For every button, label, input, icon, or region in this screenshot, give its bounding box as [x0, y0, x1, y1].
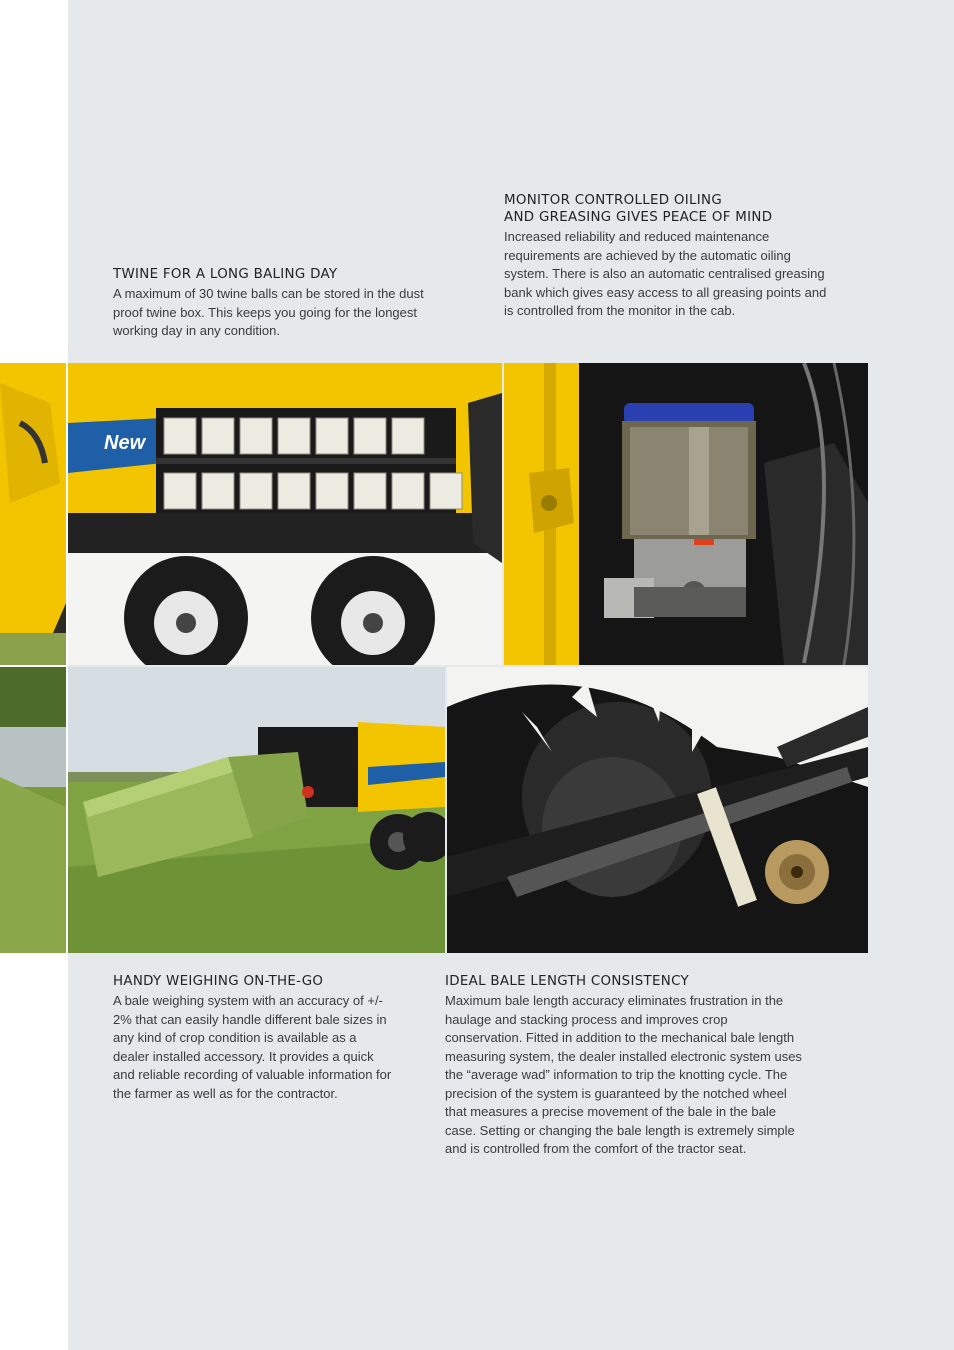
- edge-photo-machine: [0, 363, 66, 665]
- twine-section: [113, 266, 433, 341]
- weighing-body: A bale weighing system with an accuracy of +/- 2% that can easily handle different bale sizes in any kind of crop condition is available as a dealer installed accessory. It provides a quick and reliable recording of valuable information for the farmer as well as for the contractor.: [113, 993, 392, 1101]
- oiling-heading-line2: AND GREASING GIVES PEACE OF MIND: [504, 210, 773, 225]
- bale-length-section: [445, 973, 805, 1159]
- bale-weighing-photo: [68, 667, 445, 953]
- bale-length-body: Maximum bale length accuracy eliminates frustration in the haulage and stacking process and improves crop conservation. Fitted in addition to the mechanical bale length measuring system, the dealer installed electronic system uses the “average wad” information to trip the knotting cycle. The precision of the system is guaranteed by the notched wheel that measures a precise movement of the bale in the bale case. Setting or changing the bale length is extremely simple and is controlled from the comfort of the tractor seat.: [445, 993, 802, 1156]
- weighing-heading: HANDY WEIGHING ON-THE-GO: [113, 974, 324, 989]
- notched-wheel-photo: [447, 667, 868, 953]
- oiling-section: [504, 192, 834, 321]
- twine-box-photo: [68, 363, 502, 665]
- twine-heading: TWINE FOR A LONG BALING DAY: [113, 267, 338, 282]
- bale-length-heading: IDEAL BALE LENGTH CONSISTENCY: [445, 974, 689, 989]
- weighing-section: [113, 973, 393, 1103]
- oiling-heading-line1: MONITOR CONTROLLED OILING: [504, 193, 723, 208]
- oiling-unit-photo: [504, 363, 868, 665]
- baler-brand-text: New: [104, 432, 146, 454]
- edge-photo-riverbank: [0, 667, 66, 953]
- oiling-body: Increased reliability and reduced maintenance requirements are achieved by the automatic oiling system. There is also an automatic centralised greasing bank which gives easy access to all greasing points and is controlled from the monitor in the cab.: [504, 229, 827, 318]
- twine-body: A maximum of 30 twine balls can be stored in the dust proof twine box. This keeps you going for the longest working day in any condition.: [113, 286, 424, 338]
